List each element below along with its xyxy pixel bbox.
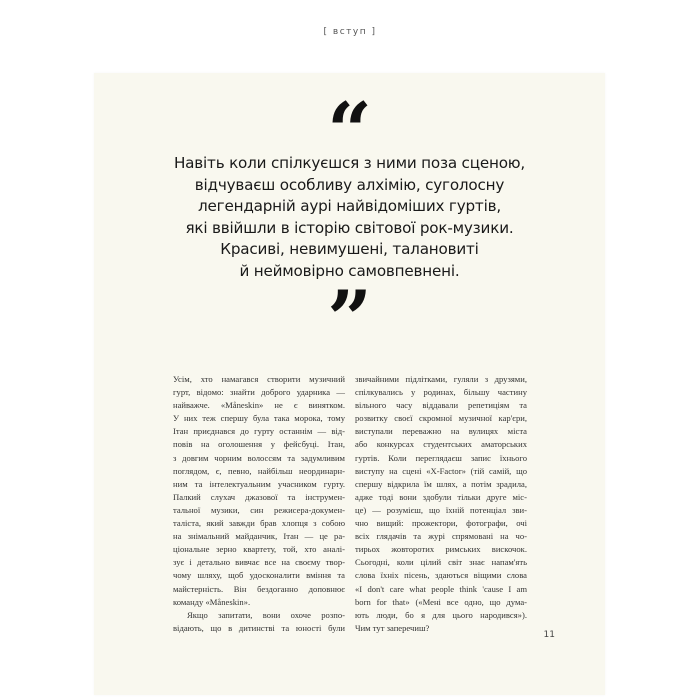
body-columns bbox=[173, 373, 527, 635]
text-line: на знімальний майданчик, Ітан — це ра- bbox=[173, 531, 345, 542]
text-line: відають, що в дитинстві та юності були bbox=[173, 622, 345, 633]
text-line: команду «Måneskin». bbox=[173, 596, 251, 607]
text-line: ним та інтелектуальним учасником гурту. bbox=[173, 478, 345, 489]
page-number: 11 bbox=[543, 630, 555, 640]
open-quote-icon: “ bbox=[327, 86, 372, 177]
text-line: чому шляху, щоб удосконалити вміння та bbox=[173, 570, 345, 581]
text-line: всіх глядачів та журі спрямовані на чо- bbox=[355, 531, 527, 542]
text-line: гурт, відомо: знайти доброго ударника — bbox=[173, 387, 345, 398]
text-line: ціональне зерно квартету, той, хто аналі- bbox=[173, 544, 345, 555]
text-line: виступу на сцені «X-Factor» (тій самій, що bbox=[355, 465, 527, 476]
text-line: гуртів. Коли переглядаєш запис їхнього bbox=[355, 452, 527, 463]
section-label: [ вступ ] bbox=[323, 27, 377, 37]
right-column bbox=[355, 373, 527, 635]
text-line: вільного часу віддавали репетиціям та bbox=[355, 400, 527, 411]
text-line: тирьох жовторотих римських вискочок. bbox=[355, 544, 527, 555]
text-line: born for that» («Мені все одно, що дума- bbox=[355, 596, 527, 607]
pull-quote-line: легендарній аурі найвідоміших гуртів, bbox=[198, 197, 501, 216]
text-line: зує і детально вивчає все на своєму твор- bbox=[173, 557, 345, 568]
text-line: Усім, хто намагався створити музичний bbox=[173, 374, 345, 384]
book-page bbox=[94, 73, 605, 695]
text-line: таліста, який завжди брав хлопця з собою bbox=[173, 518, 345, 529]
text-line: або конкурсах студентських аматорських bbox=[355, 439, 527, 450]
text-line: спілкувались у родинах, більшу частину bbox=[355, 387, 527, 398]
pull-quote-line: відчуваєш особливу алхімію, суголосну bbox=[194, 175, 505, 194]
text-line: це) — розумієш, що їхній потенціал зви- bbox=[355, 504, 527, 515]
text-line: спершу відкрила їм шлях, а потім зрадила, bbox=[355, 478, 527, 489]
text-line: тальної музики, син режисера-докумен- bbox=[173, 504, 345, 515]
pull-quote-line: й неймовірно самовпевнені. bbox=[239, 261, 460, 280]
text-line: майстерність. Він бездоганно доповнює bbox=[173, 583, 345, 594]
left-column bbox=[173, 373, 345, 635]
text-line: чно вищий: прожектори, фотографи, очі bbox=[355, 518, 527, 529]
text-line: виступали переважно на вулицях міста bbox=[355, 426, 527, 437]
pull-quote-line: які ввійшли в історію світової рок-музики. bbox=[185, 218, 514, 237]
text-line: з довгим чорним волоссям та задумливим bbox=[173, 452, 345, 463]
text-line: Якщо запитати, вони охоче розпо- bbox=[187, 609, 345, 620]
text-line: поглядом, є, певно, найбільш неординарн- bbox=[173, 465, 345, 476]
text-line: Сьогодні, коли цілий світ знає напам'ять bbox=[355, 557, 527, 568]
text-line: Палкий слухач джазової та інструмен- bbox=[173, 491, 345, 502]
pull-quote-line: Красиві, невимушені, талановиті bbox=[220, 240, 479, 259]
close-quote-icon: ” bbox=[327, 274, 372, 365]
text-line: звичайними підлітками, гуляли з друзями, bbox=[355, 374, 527, 384]
text-line: ють люди, бо я для цього народився»). bbox=[355, 609, 527, 620]
text-line: слова їхніх пісень, здаються віщими слова bbox=[355, 570, 527, 581]
text-line: розвитку своєї скромної музичної кар'єри, bbox=[355, 413, 527, 424]
text-line: Чим тут заперечиш? bbox=[355, 622, 430, 633]
text-line: Ітан приєднався до гурту останнім — від- bbox=[173, 426, 345, 437]
pull-quote-line: Навіть коли спілкуєшся з ними поза сценою, bbox=[173, 154, 526, 172]
text-line: повів на оголошення у фейсбуці. Ітан, bbox=[173, 439, 345, 450]
text-line: адже тоді вони здобули тільки друге міс- bbox=[355, 491, 527, 502]
pull-quote bbox=[114, 153, 585, 283]
text-line: «I don't care what people think 'cause I am bbox=[355, 583, 527, 594]
text-line: У них теж спершу була така морока, тому bbox=[173, 413, 345, 424]
text-line: найважче. «Måneskin» не є винятком. bbox=[173, 400, 345, 411]
